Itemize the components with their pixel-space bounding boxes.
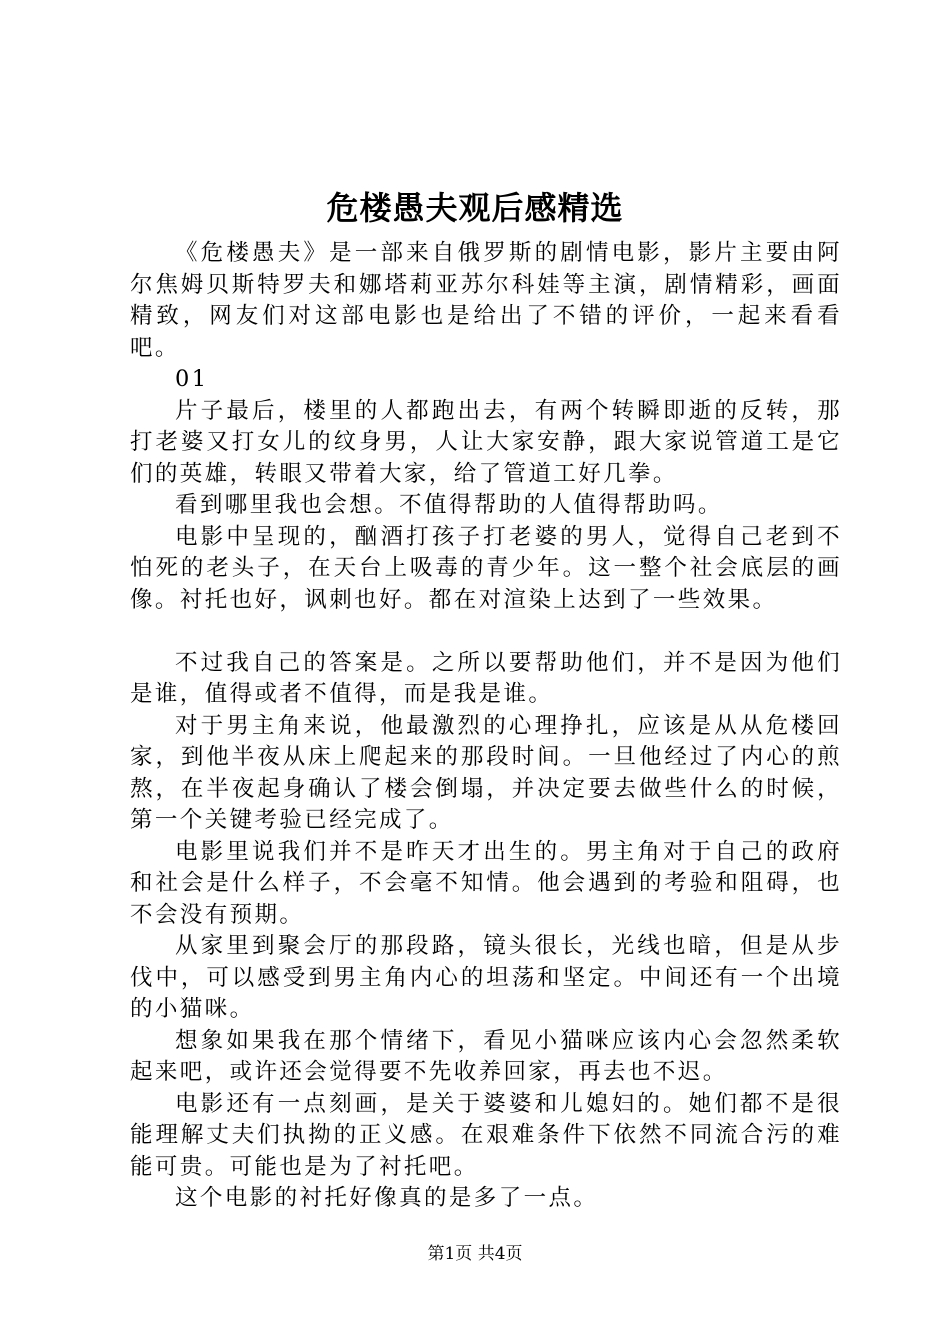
document-title: 危楼愚夫观后感精选 bbox=[326, 189, 624, 227]
blank-line bbox=[130, 616, 842, 648]
document-body bbox=[130, 238, 842, 1215]
paragraph: 从家里到聚会厅的那段路，镜头很长，光线也暗，但是从步伐中，可以感受到男主角内心的坦荡和坚定。中间还有一个出境的小猫咪。 bbox=[130, 933, 842, 1022]
paragraph: 电影里说我们并不是昨天才出生的。男主角对于自己的政府和社会是什么样子，不会毫不知情。他会遇到的考验和阻碍，也不会没有预期。 bbox=[130, 838, 842, 928]
paragraph: 想象如果我在那个情绪下，看见小猫咪应该内心会忽然柔软起来吧，或许还会觉得要不先收养回家，再去也不迟。 bbox=[130, 1027, 842, 1085]
paragraph: 不过我自己的答案是。之所以要帮助他们，并不是因为他们是谁，值得或者不值得，而是我是谁。 bbox=[130, 649, 842, 707]
paragraph: 看到哪里我也会想。不值得帮助的人值得帮助吗。 bbox=[175, 492, 723, 518]
paragraph: 片子最后，楼里的人都跑出去，有两个转瞬即逝的反转，那打老婆又打女儿的纹身男，人让大家安静，跟大家说管道工是它们的英雄，转眼又带着大家，给了管道工好几拳。 bbox=[130, 397, 842, 487]
paragraph-intro: 《危楼愚夫》是一部来自俄罗斯的剧情电影，影片主要由阿尔焦姆贝斯特罗夫和娜塔莉亚苏尔科娃等主演，剧情精彩，画面精致，网友们对这部电影也是给出了不错的评价，一起来看看吧。 bbox=[130, 240, 842, 361]
paragraph: 对于男主角来说，他最激烈的心理挣扎，应该是从从危楼回家，到他半夜从床上爬起来的那段时间。一旦他经过了内心的煎熬，在半夜起身确认了楼会倒塌，并决定要去做些什么的时候，第一个关键考验已经完成了。 bbox=[130, 712, 842, 833]
section-number: 01 bbox=[175, 366, 209, 392]
paragraph: 电影还有一点刻画，是关于婆婆和儿媳妇的。她们都不是很能理解丈夫们执拗的正义感。在艰难条件下依然不同流合污的难能可贵。可能也是为了衬托吧。 bbox=[130, 1090, 842, 1180]
paragraph: 电影中呈现的，酗酒打孩子打老婆的男人，觉得自己老到不怕死的老头子，在天台上吸毒的青少年。这一整个社会底层的画像。衬托也好，讽刺也好。都在对渲染上达到了一些效果。 bbox=[130, 523, 842, 613]
page-footer: 第1页 共4页 bbox=[427, 1244, 523, 1264]
paragraph: 这个电影的衬托好像真的是多了一点。 bbox=[175, 1185, 599, 1211]
